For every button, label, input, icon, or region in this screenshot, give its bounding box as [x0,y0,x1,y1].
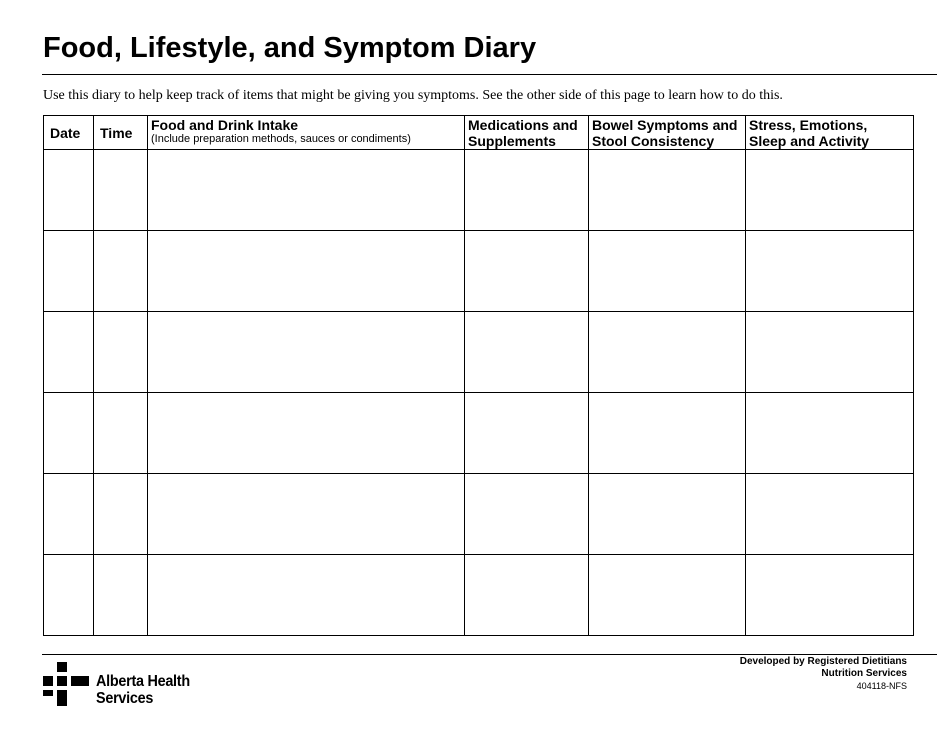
header-food-drink-note: (Include preparation methods, sauces or condiments) [151,133,411,145]
cell-food-drink[interactable] [148,150,465,231]
cell-food-drink[interactable] [148,312,465,393]
header-bowel-line2: Stool Consistency [592,133,715,149]
cell-date[interactable] [44,150,94,231]
cell-bowel-symptoms[interactable] [589,555,746,636]
cell-medications[interactable] [465,393,589,474]
page-title: Food, Lifestyle, and Symptom Diary [43,32,537,64]
diary-body [44,150,914,636]
header-medications-line1: Medications and [468,117,578,133]
header-stress-emotions [746,116,914,150]
cell-bowel-symptoms[interactable] [589,312,746,393]
header-food-drink [148,116,465,150]
cell-medications[interactable] [465,312,589,393]
cell-medications[interactable] [465,474,589,555]
department: Nutrition Services [821,668,907,679]
cell-food-drink[interactable] [148,474,465,555]
cell-medications[interactable] [465,231,589,312]
cell-date[interactable] [44,474,94,555]
cell-date[interactable] [44,312,94,393]
cell-food-drink[interactable] [148,555,465,636]
diary-row [44,150,914,231]
cell-time[interactable] [94,393,148,474]
cell-stress-emotions[interactable] [746,474,914,555]
diary-header-row [44,116,914,150]
cell-medications[interactable] [465,150,589,231]
diary-row [44,312,914,393]
footer-divider [42,654,937,655]
header-food-drink-label: Food and Drink Intake [151,117,299,133]
cell-stress-emotions[interactable] [746,555,914,636]
intro-text: Use this diary to help keep track of items that might be giving you symptoms. See the other side of this page to learn how to do this. [43,88,783,103]
cell-date[interactable] [44,555,94,636]
cell-stress-emotions[interactable] [746,231,914,312]
header-date: Date [44,116,94,150]
cell-date[interactable] [44,393,94,474]
diary-table [43,115,914,636]
diary-row [44,231,914,312]
header-time: Time [94,116,148,150]
cell-time[interactable] [94,231,148,312]
cell-bowel-symptoms[interactable] [589,474,746,555]
ahs-cross-icon [43,662,89,708]
cell-time[interactable] [94,312,148,393]
header-medications-line2: Supplements [468,133,556,149]
title-divider [42,74,937,75]
cell-food-drink[interactable] [148,231,465,312]
cell-stress-emotions[interactable] [746,393,914,474]
header-stress-line1: Stress, Emotions, [749,117,868,133]
cell-stress-emotions[interactable] [746,150,914,231]
cell-time[interactable] [94,474,148,555]
header-stress-line2: Sleep and Activity [749,133,870,149]
cell-date[interactable] [44,231,94,312]
logo-line1: Alberta Health [96,673,190,690]
logo-wordmark [96,673,190,707]
cell-food-drink[interactable] [148,393,465,474]
cell-time[interactable] [94,555,148,636]
cell-bowel-symptoms[interactable] [589,150,746,231]
cell-stress-emotions[interactable] [746,312,914,393]
header-bowel-symptoms [589,116,746,150]
alberta-health-services-logo [43,662,213,710]
logo-line2: Services [96,690,154,707]
diary-row [44,474,914,555]
header-bowel-line1: Bowel Symptoms and [592,117,738,133]
cell-bowel-symptoms[interactable] [589,231,746,312]
diary-row [44,393,914,474]
form-code: 404118-NFS [856,681,907,691]
header-medications [465,116,589,150]
footer-credits [740,656,907,692]
cell-time[interactable] [94,150,148,231]
developed-by: Developed by Registered Dietitians [739,656,907,667]
cell-bowel-symptoms[interactable] [589,393,746,474]
cell-medications[interactable] [465,555,589,636]
diary-row [44,555,914,636]
